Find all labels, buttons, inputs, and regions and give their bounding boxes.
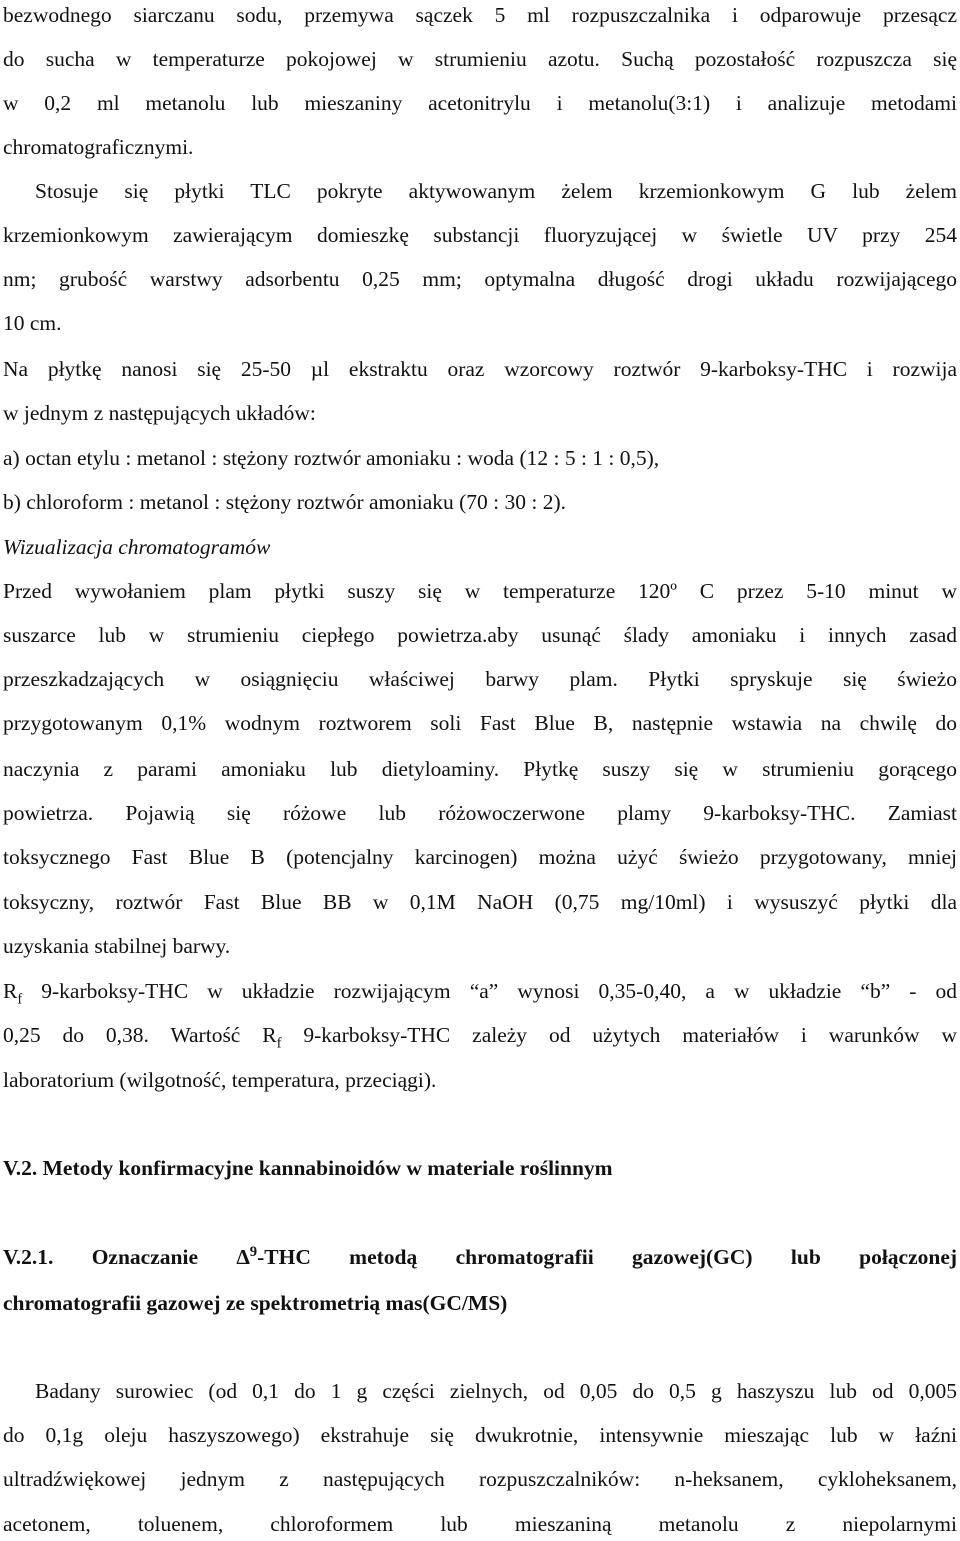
text-line: Przed wywołaniem plam płytki suszy się w temperaturze 120º C przez 5-10 minut w: [3, 579, 957, 603]
text-line: nm; grubość warstwy adsorbentu 0,25 mm; optymalna długość drogi układu rozwijającego: [3, 267, 957, 291]
text-line: w jednym z następujących układów:: [3, 401, 316, 425]
text-line: toksycznego Fast Blue B (potencjalny karcinogen) można użyć świeżo przygotowany, mniej: [3, 845, 957, 869]
text-line: Stosuje się płytki TLC pokryte aktywowanym żelem krzemionkowym G lub żelem: [35, 179, 957, 203]
title-word: połączonej: [859, 1245, 958, 1269]
subsection-title-cont: chromatografii gazowej ze spektrometrią mas(GC/MS): [3, 1291, 508, 1315]
text-line: ultradźwiękowej jednym z następujących rozpuszczalników: n-heksanem, cykloheksanem,: [3, 1467, 957, 1491]
rf-line: [3, 978, 957, 1008]
section-title: V.2. Metody konfirmacyjne kannabinoidów w materiale roślinnym: [3, 1156, 613, 1180]
text-line: Badany surowiec (od 0,1 do 1 g części zielnych, od 0,05 do 0,5 g haszyszu lub od 0,005: [35, 1379, 957, 1403]
list-item: b) chloroform : metanol : stężony roztwór amoniaku (70 : 30 : 2).: [3, 490, 567, 514]
text-line: przygotowanym 0,1% wodnym roztworem soli Fast Blue B, następnie wstawia na chwilę do: [3, 711, 957, 735]
title-word: gazowej(GC): [632, 1245, 753, 1269]
text-fragment: 0,25 do 0,38. Wartość R: [3, 1023, 277, 1047]
text-line: uzyskania stabilnej barwy.: [3, 934, 231, 958]
text-line: krzemionkowym zawierającym domieszkę substancji fluoryzującej w świetle UV przy 254: [3, 223, 957, 247]
text-fragment: 9-karboksy-THC w układzie rozwijającym “a” wynosi 0,35-0,40, a w układzie “b” - od: [22, 979, 957, 1003]
rf-subscript: f: [276, 1035, 282, 1052]
title-word: -THC: [257, 1245, 311, 1269]
title-word: lub: [790, 1245, 821, 1269]
section-number: V.2.1.: [3, 1245, 54, 1269]
delta-glyph: Δ: [236, 1245, 250, 1269]
text-line: laboratorium (wilgotność, temperatura, przeciągi).: [3, 1068, 437, 1092]
text-line: do sucha w temperaturze pokojowej w strumieniu azotu. Suchą pozostałość rozpuszcza się: [3, 47, 957, 71]
rf-symbol: R: [3, 979, 18, 1003]
text-line: w 0,2 ml metanolu lub mieszaniny acetonitrylu i metanolu(3:1) i analizuje metodami: [3, 91, 957, 115]
text-line: naczynia z parami amoniaku lub dietyloaminy. Płytkę suszy się w strumieniu gorącego: [3, 757, 957, 781]
title-word: chromatografii: [455, 1245, 594, 1269]
text-line: toksyczny, roztwór Fast Blue BB w 0,1M NaOH (0,75 mg/10ml) i wysuszyć płytki dla: [3, 890, 957, 914]
list-item: a) octan etylu : metanol : stężony roztwór amoniaku : woda (12 : 5 : 1 : 0,5),: [3, 446, 660, 470]
delta-symbol: [236, 1245, 311, 1269]
text-line: Na płytkę nanosi się 25-50 µl ekstraktu oraz wzorcowy roztwór 9-karboksy-THC i rozwija: [3, 357, 957, 381]
rf-subscript: f: [17, 991, 23, 1008]
text-line: suszarce lub w strumieniu ciepłego powietrza.aby usunąć ślady amoniaku i innych zasad: [3, 623, 957, 647]
title-word: metodą: [349, 1245, 418, 1269]
text-line: chromatograficznymi.: [3, 135, 194, 159]
text-line: powietrza. Pojawią się różowe lub różowoczerwone plamy 9-karboksy-THC. Zamiast: [3, 801, 957, 825]
text-line: acetonem, toluenem, chloroformem lub mieszaniną metanolu z niepolarnymi: [3, 1512, 957, 1536]
text-line: bezwodnego siarczanu sodu, przemywa sączek 5 ml rozpuszczalnika i odparowuje przesącz: [3, 3, 957, 27]
text-line: 10 cm.: [3, 311, 62, 335]
text-line: przeszkadzających w osiągnięciu właściwej barwy plam. Płytki spryskuje się świeżo: [3, 667, 957, 691]
rf-line: [3, 1022, 957, 1052]
subsection-title: [3, 1244, 957, 1270]
title-word: Oznaczanie: [91, 1245, 198, 1269]
section-heading: Wizualizacja chromatogramów: [3, 535, 271, 559]
text-fragment: 9-karboksy-THC zależy od użytych materiałów i warunków w: [281, 1023, 957, 1047]
text-line: do 0,1g oleju haszyszowego) ekstrahuje się dwukrotnie, intensywnie mieszając lub w łaźni: [3, 1423, 957, 1447]
superscript: 9: [249, 1243, 258, 1260]
